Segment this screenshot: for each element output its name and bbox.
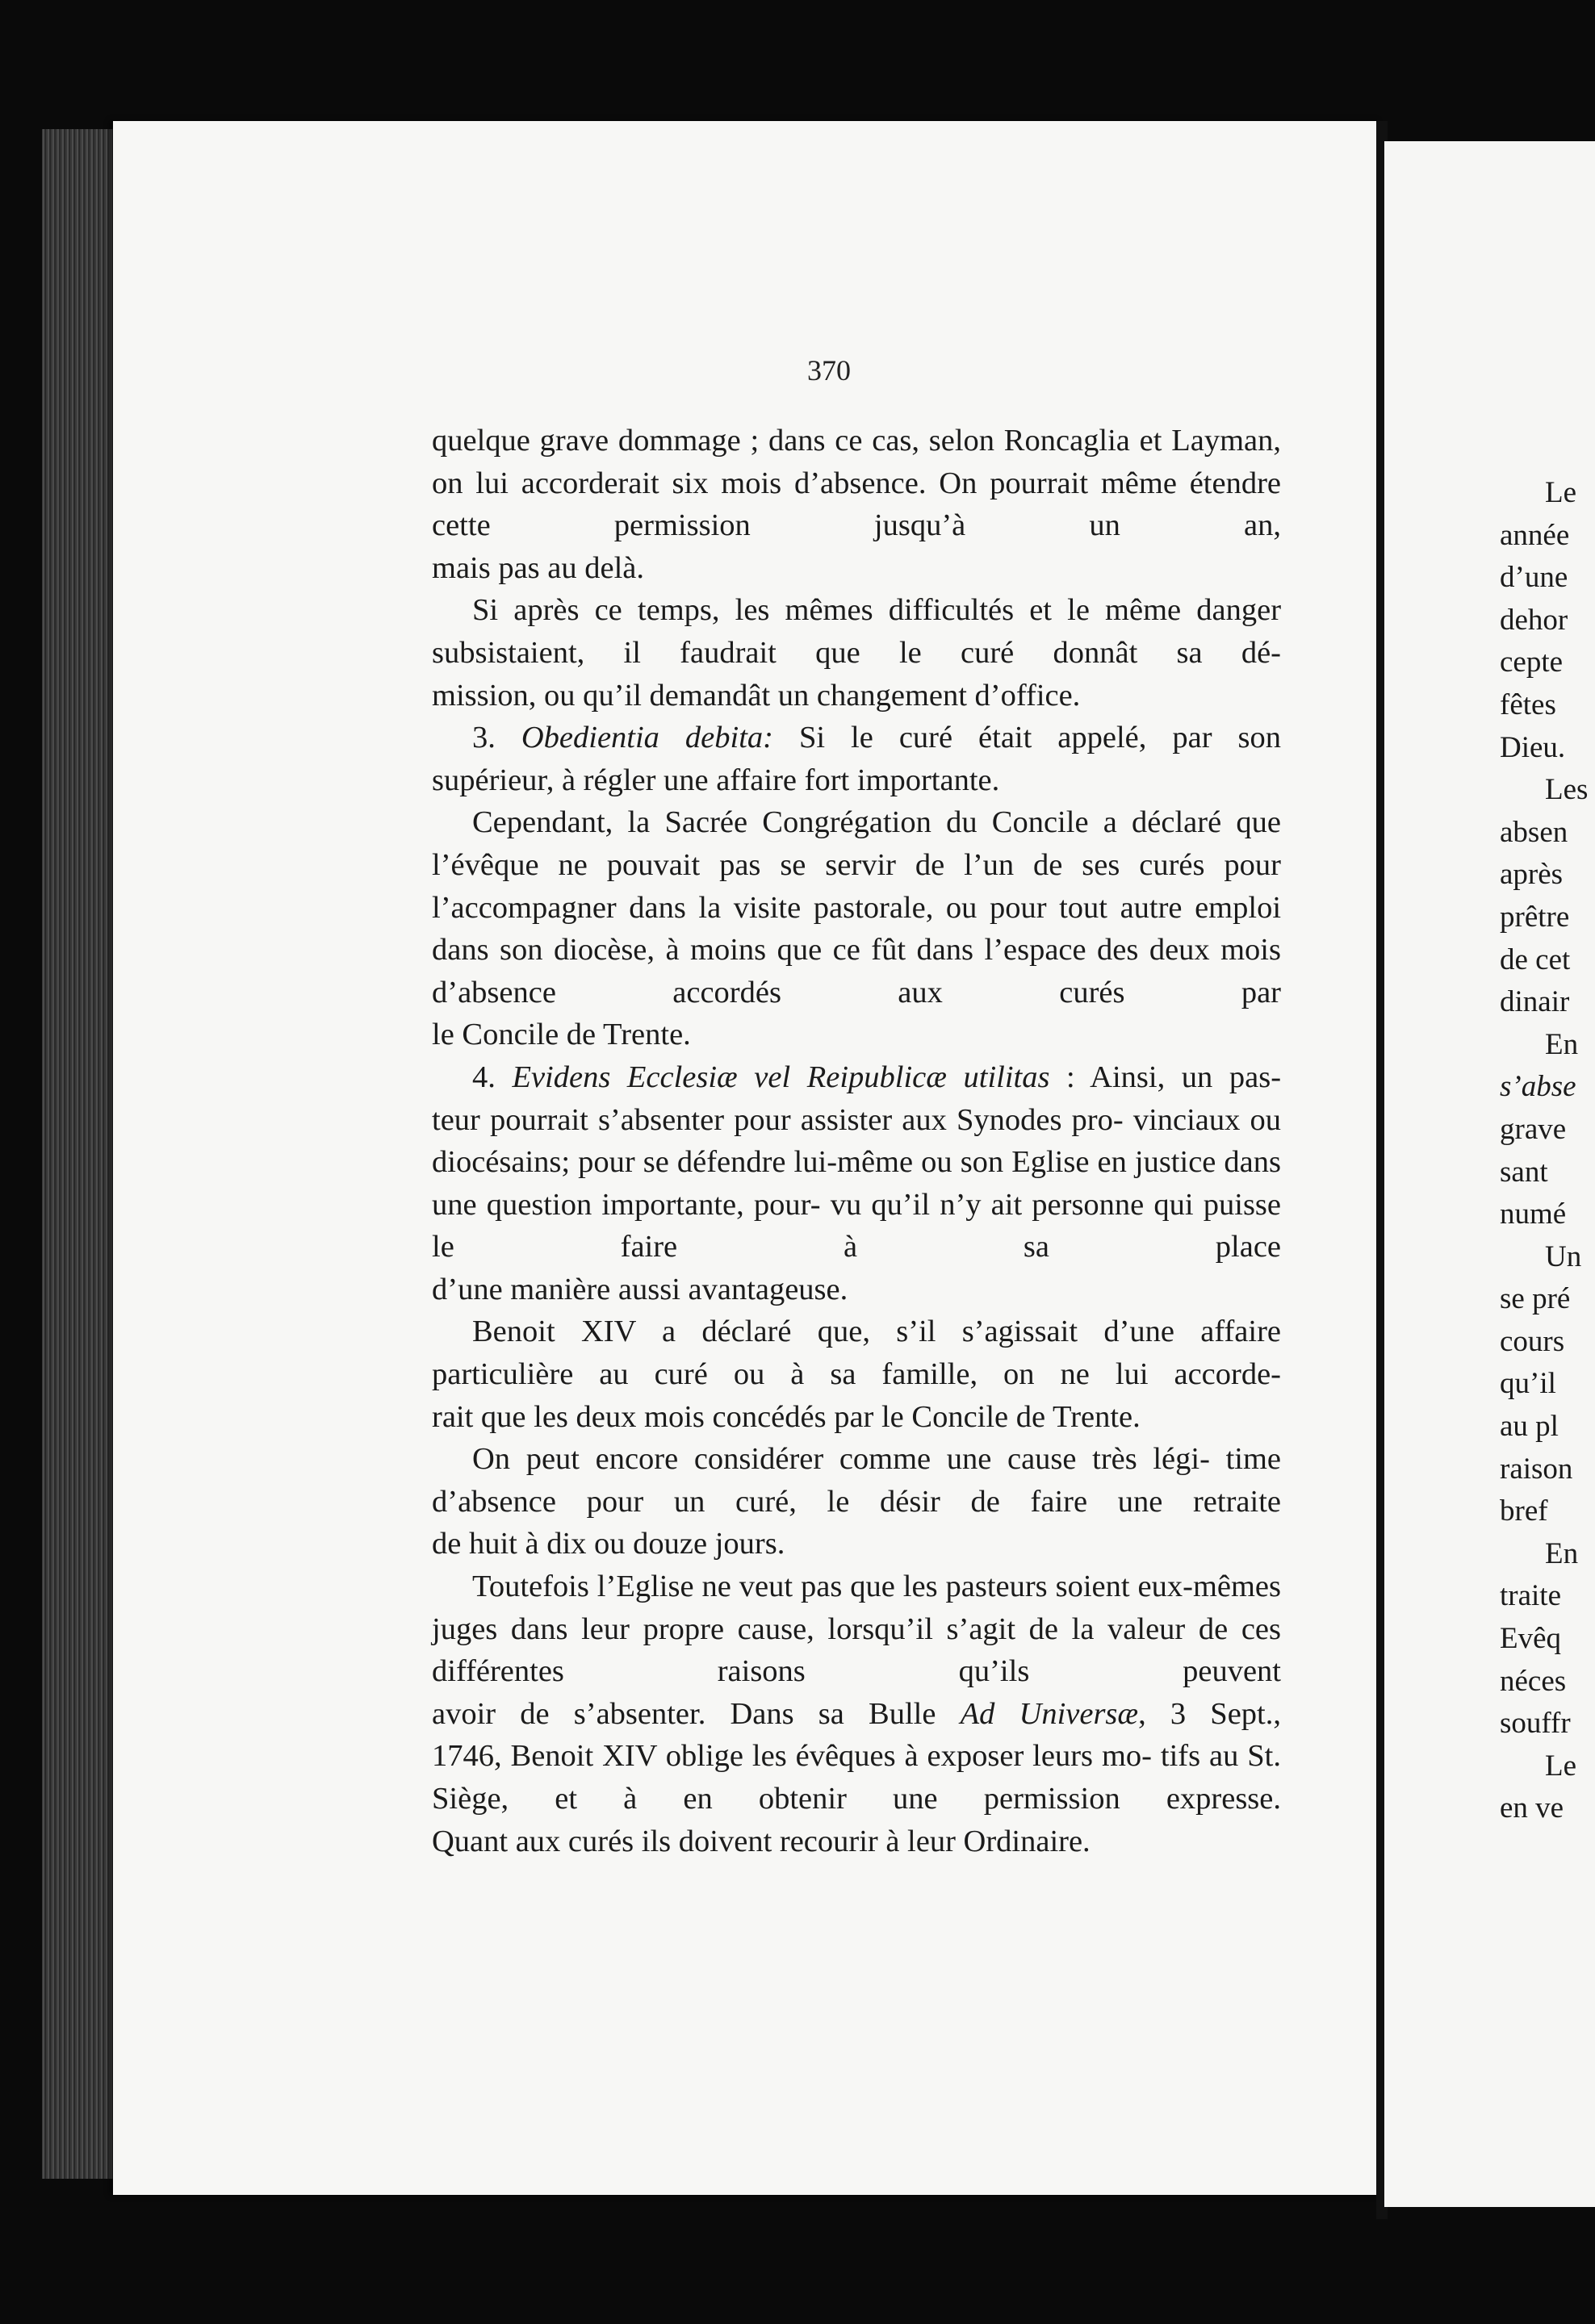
paragraph-line: le Concile de Trente. bbox=[432, 1018, 691, 1052]
right-page-line: Les bbox=[1545, 773, 1589, 807]
right-page-line: s’abse bbox=[1500, 1070, 1576, 1104]
right-page-line: grave bbox=[1500, 1112, 1567, 1146]
right-page-line: prêtre bbox=[1500, 900, 1570, 934]
right-page-line: souffr bbox=[1500, 1707, 1571, 1741]
right-page-line: bref bbox=[1500, 1494, 1548, 1528]
paragraph-line: d’une manière aussi avantageuse. bbox=[432, 1272, 848, 1306]
right-page-line: dehor bbox=[1500, 603, 1568, 637]
right-page-line: raison bbox=[1500, 1452, 1573, 1486]
right-page-line: En bbox=[1545, 1027, 1579, 1061]
right-page-line: sant bbox=[1500, 1155, 1548, 1189]
right-page-line: année bbox=[1500, 518, 1570, 552]
italic-phrase: Obedientia debita: bbox=[521, 721, 773, 755]
paragraph: On peut encore considérer comme une cause très légi- time d’absence pour un curé, le désir de faire une retraite bbox=[432, 1442, 1281, 1519]
right-page-line: En bbox=[1545, 1536, 1579, 1570]
right-page-line: d’une bbox=[1500, 561, 1568, 595]
right-page-line: en ve bbox=[1500, 1791, 1564, 1825]
right-page-line: Le bbox=[1545, 1749, 1577, 1783]
right-page-line: Dieu. bbox=[1500, 730, 1566, 764]
right-page-line: Un bbox=[1545, 1239, 1582, 1273]
left-page-body bbox=[432, 420, 1281, 1862]
right-page-line: néces bbox=[1500, 1664, 1567, 1698]
right-page-line: qu’il bbox=[1500, 1367, 1556, 1401]
right-page-line: fêtes bbox=[1500, 688, 1556, 721]
paragraph-line-bulle: avoir de s’absenter. Dans sa Bulle Ad Universæ, 3 Sept., bbox=[432, 1696, 1281, 1731]
right-page-line: absen bbox=[1500, 815, 1568, 849]
paragraph: Si après ce temps, les mêmes difficultés et le même danger subsistaient, il faudrait que le curé donnât sa dé- bbox=[432, 593, 1282, 670]
paragraph-line: de huit à dix ou douze jours. bbox=[432, 1527, 785, 1561]
right-page-line: dinair bbox=[1500, 985, 1570, 1019]
right-page-line: cours bbox=[1500, 1324, 1565, 1358]
paragraph: quelque grave dommage ; dans ce cas, selon Roncaglia et Layman, on lui accorderait six mois d’absence. On pourrait même étendre cette permission jusqu’à un an, bbox=[432, 424, 1281, 543]
right-page-line: Le bbox=[1545, 476, 1577, 509]
paragraph: 1746, Benoit XIV oblige les évêques à exposer leurs mo- tifs au St. Siège, et à en obtenir une permission expresse. bbox=[432, 1739, 1281, 1816]
right-page-line: numé bbox=[1500, 1198, 1567, 1231]
page-number: 370 bbox=[807, 354, 851, 387]
paragraph-item-3: 3. Obedientia debita: Si le curé était appelé, par son bbox=[472, 721, 1281, 755]
paragraph: Benoit XIV a déclaré que, s’il s’agissait d’une affaire particulière au curé ou à sa famille, on ne lui accorde- bbox=[432, 1315, 1281, 1392]
paragraph-line: supérieur, à régler une affaire fort importante. bbox=[432, 763, 1000, 797]
right-page-fragment bbox=[1500, 472, 1595, 1830]
right-page-line: au pl bbox=[1500, 1410, 1559, 1444]
right-page-line: se pré bbox=[1500, 1282, 1571, 1316]
paragraph-line: rait que les deux mois concédés par le Concile de Trente. bbox=[432, 1399, 1141, 1434]
paragraph-line: mission, ou qu’il demandât un changement d’office. bbox=[432, 678, 1081, 713]
right-page-line: Evêq bbox=[1500, 1622, 1562, 1656]
right-page-line: après bbox=[1500, 858, 1564, 892]
paragraph: teur pourrait s’absenter pour assister aux Synodes pro- vinciaux ou diocésains; pour se défendre lui-même ou son Eglise en justice dans une question importante, pour- vu qu’il n’y ait personne qui puisse le faire à sa place bbox=[432, 1102, 1282, 1264]
book-edge bbox=[42, 129, 119, 2179]
italic-phrase: Evidens Ecclesiæ vel Reipublicæ utilitas bbox=[512, 1060, 1050, 1094]
paragraph-item-4: 4. Evidens Ecclesiæ vel Reipublicæ utilitas : Ainsi, un pas- bbox=[472, 1060, 1282, 1094]
paragraph: Toutefois l’Eglise ne veut pas que les pasteurs soient eux-mêmes juges dans leur propre cause, lorsqu’il s’agit de la valeur de ces différentes raisons qu’ils peuvent bbox=[432, 1570, 1281, 1689]
paragraph: Cependant, la Sacrée Congrégation du Concile a déclaré que l’évêque ne pouvait pas se servir de l’un de ses curés pour l’accompagner dans la visite pastorale, ou pour tout autre emploi dans son diocèse, à moins que ce fût dans l’espace des deux mois d’absence accordés aux curés par bbox=[432, 805, 1282, 1009]
paragraph-line: mais pas au delà. bbox=[432, 550, 644, 585]
paragraph-line: Quant aux curés ils doivent recourir à leur Ordinaire. bbox=[432, 1824, 1091, 1858]
right-page-line: cepte bbox=[1500, 646, 1564, 679]
right-page-line: traite bbox=[1500, 1579, 1562, 1613]
right-page-line: de cet bbox=[1500, 943, 1571, 976]
italic-phrase: Ad Universæ bbox=[960, 1696, 1139, 1731]
